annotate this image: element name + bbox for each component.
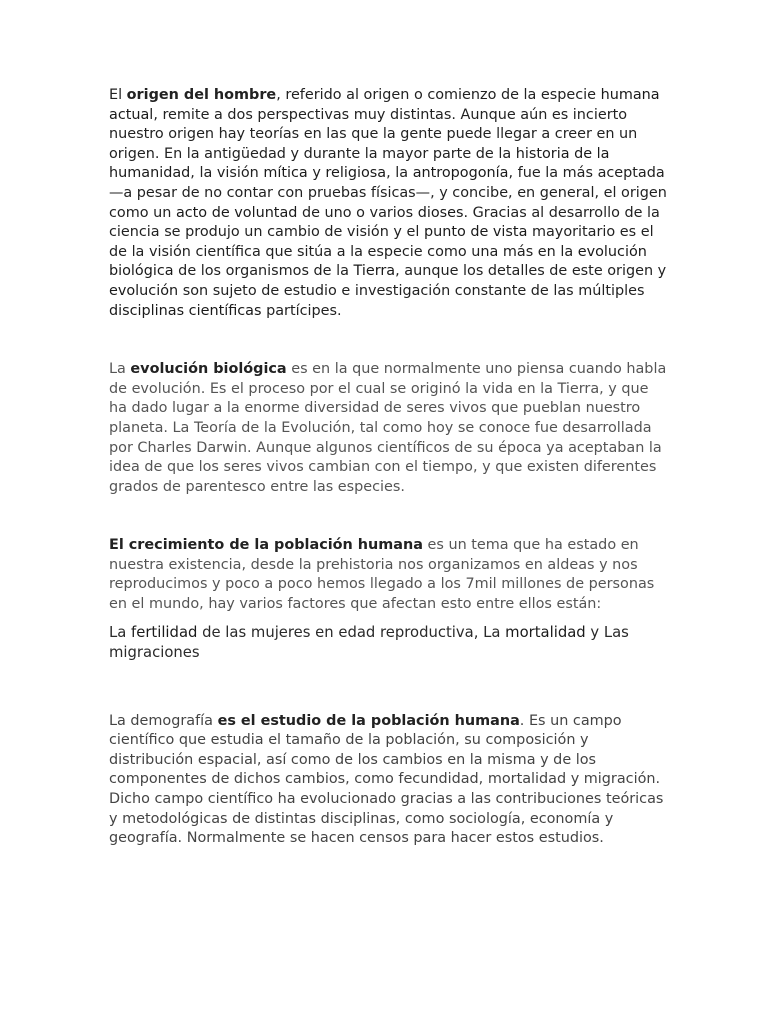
text-span: , remite a dos perspectivas muy distintas. Aunque aún es incierto nuestro origen hay teorías en las que la gente puede llegar a creer en un origen. En la antigüedad y durante la mayor parte de la — [109, 106, 638, 162]
text-span: , aunque los detalles de este origen y — [395, 263, 667, 280]
text-span: partícipes. — [261, 302, 342, 319]
term-punto-de-vista: punto de vista — [423, 224, 528, 241]
text-span: . Gracias al desarrollo de la ciencia se produjo un cambio de visión y el — [109, 204, 660, 241]
term-las-migraciones: Las migraciones — [109, 623, 629, 661]
term-humana-actual: humana actual — [109, 87, 660, 123]
text-span: y — [585, 623, 604, 641]
document-body — [109, 86, 669, 849]
text-span: La — [109, 623, 132, 641]
text-span: y — [307, 165, 326, 182]
term-religiosa: religiosa — [325, 165, 387, 182]
term-tierra: Tierra — [353, 263, 396, 280]
text-span: , fue la más aceptada —a pesar de no contar con pruebas físicas—, y concibe, en general, el origen como un — [109, 165, 667, 221]
paragraph-spacer — [109, 321, 669, 360]
term-dioses: dioses — [417, 204, 464, 221]
text-span: es un tema que ha estado en nuestra existencia, desde la prehistoria nos organizamos en aldeas y nos reproducimos y poco a poco hemos llegado a los 7mil millones de personas en el mundo, hay varios factores que afectan esto entre ellos están: — [109, 537, 655, 613]
text-span: , la — [386, 165, 413, 182]
text-span: , la visión — [190, 165, 264, 182]
paragraph-factores — [109, 623, 669, 663]
text-span: de las mujeres en edad reproductiva, La — [197, 623, 506, 641]
bold-term-estudio-poblacion: es el estudio de la población humana — [217, 712, 520, 729]
paragraph-demografia — [109, 712, 669, 849]
text-span: . Es un campo científico que estudia el tamaño de la población, su composición y distribución espacial, así como de los cambios en la misma y de los componentes de dichos cambios, como fecundidad, mortalidad y migración. Dicho campo científico ha evolucionado gracias a las contribuciones teóricas y metodológicas de distintas disciplinas, como sociología, economía y geografía. Normalmente se hacen censos para hacer estos estudios. — [109, 712, 664, 847]
term-fertilidad: fertilidad — [131, 623, 198, 641]
bold-term-crecimiento-poblacion: El crecimiento de la población humana — [109, 537, 423, 554]
term-acto-de-voluntad: acto de voluntad — [175, 204, 298, 221]
term-mitica: mítica — [263, 165, 308, 182]
paragraph-evolucion-biologica — [109, 360, 669, 497]
bold-term-origen-del-hombre: origen del hombre — [126, 87, 277, 103]
term-disciplinas-cientificas: disciplinas científicas — [109, 302, 262, 319]
text-span: es en la que normalmente uno piensa cuando habla de evolución. Es el proceso por el cual se originó la vida en la Tierra, y que ha dado lugar a la enorme diversidad de seres vivos que pueblan nuestro planeta. La Teoría de la Evolución, tal como hoy se conoce fue desarrollada por Charles Darwin. Aunque algunos científicos de su época ya aceptaban la idea de que los seres vivos cambian con el tiempo, y que existen diferentes grados de parentesco entre las especies. — [109, 361, 667, 495]
paragraph-spacer — [109, 663, 669, 712]
paragraph-spacer — [109, 497, 669, 536]
term-historia-de-la-humanidad: historia de la humanidad — [109, 145, 610, 182]
text-span: , referido al origen o comienzo de la especie — [276, 87, 601, 103]
text-span: La demografía — [109, 712, 218, 729]
text-span: de los organismos de la — [173, 263, 354, 280]
text-span: son sujeto de estudio e investigación constante de las múltiples — [178, 282, 645, 299]
term-evolucion: evolución — [109, 282, 179, 299]
bold-term-evolucion-biologica: evolución biológica — [130, 361, 287, 378]
text-span: de uno o varios — [297, 204, 418, 221]
paragraph-spacer — [109, 615, 669, 623]
term-evolucion-biologica: evolución biológica — [109, 243, 647, 280]
paragraph-crecimiento-poblacion — [109, 536, 669, 614]
term-mortalidad: mortalidad — [505, 623, 586, 641]
text-span: El — [109, 87, 127, 103]
text-span: La — [109, 361, 131, 378]
text-span: mayoritario es el de la visión científica que sitúa a la especie como una más en la — [109, 224, 654, 260]
paragraph-origen-del-hombre — [109, 86, 669, 321]
term-antropogonia: antropogonía — [412, 165, 509, 182]
